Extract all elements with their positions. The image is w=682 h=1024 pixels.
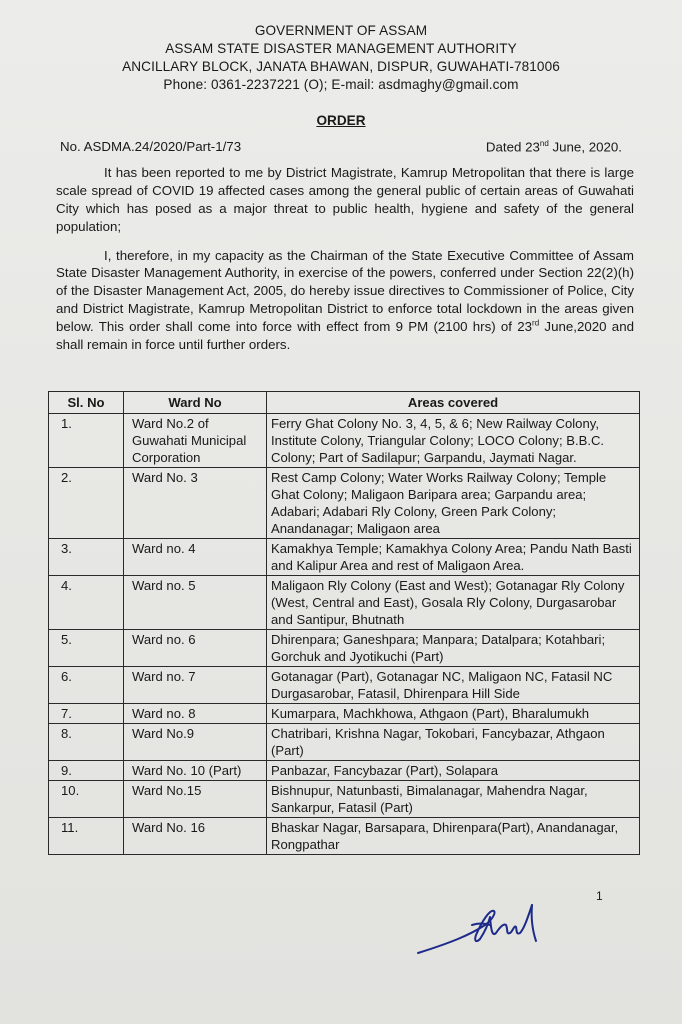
- letterhead-contact: Phone: 0361-2237221 (O); E-mail: asdmaghy@gmail.com: [163, 77, 519, 92]
- cell-sl: 7.: [49, 704, 124, 724]
- directive-text-a: I, therefore, in my capacity as the Chairman of the State Executive Committee of Assam State Disaster Management Authority, in exercise of the powers, conferred under Section 22(2)(h) of the Disaster Management Act, 2005, do hereby issue directives to Commissioner of Police, City and District Magistrate, Kamrup Metropolitan District to enforce total lockdown in the areas given below. This order shall come into force with effect from 9 PM (2100 hrs) of 23: [56, 247, 634, 334]
- order-date: [486, 139, 622, 154]
- paragraph-directive: [56, 247, 634, 354]
- cell-ward: Ward no. 4: [124, 539, 267, 576]
- header-ward-no: Ward No: [124, 392, 267, 414]
- cell-sl: 9.: [49, 761, 124, 781]
- cell-ward: Ward No.9: [124, 724, 267, 761]
- cell-areas: Maligaon Rly Colony (East and West); Gotanagar Rly Colony (West, Central and East), Gosala Rly Colony, Durgasarobar and Santipur, Bhutnath: [267, 576, 640, 630]
- cell-ward: Ward no. 8: [124, 704, 267, 724]
- table-row: [49, 576, 640, 630]
- cell-ward: Ward no. 5: [124, 576, 267, 630]
- table-header-row: [49, 392, 640, 414]
- cell-areas: Bhaskar Nagar, Barsapara, Dhirenpara(Part), Anandanagar, Rongpathar: [267, 818, 640, 855]
- signature-strokes: [418, 905, 536, 953]
- order-date-suffix: June, 2020.: [548, 139, 622, 155]
- reference-row: [60, 139, 622, 154]
- cell-areas: Chatribari, Krishna Nagar, Tokobari, Fancybazar, Athgaon (Part): [267, 724, 640, 761]
- cell-ward: Ward no. 6: [124, 630, 267, 667]
- table-row: [49, 704, 640, 724]
- cell-sl: 11.: [49, 818, 124, 855]
- table-row: [49, 818, 640, 855]
- table-row: [49, 724, 640, 761]
- table-row: [49, 667, 640, 704]
- cell-sl: 10.: [49, 781, 124, 818]
- cell-areas: Dhirenpara; Ganeshpara; Manpara; Datalpara; Kotahbari; Gorchuk and Jyotikuchi (Part): [267, 630, 640, 667]
- cell-areas: Rest Camp Colony; Water Works Railway Colony; Temple Ghat Colony; Maligaon Baripara area; Garpandu area; Adabari; Adabari Rly Colony, Green Park Colony; Anandanagar; Maligaon area: [267, 468, 640, 539]
- header-sl-no: Sl. No: [49, 392, 124, 414]
- order-date-sup: nd: [539, 139, 549, 148]
- cell-areas: Kumarpara, Machkhowa, Athgaon (Part), Bharalumukh: [267, 704, 640, 724]
- directive-text-b: June,2020 and shall remain in force until further orders.: [56, 318, 634, 352]
- table-row: [49, 781, 640, 818]
- cell-areas: Ferry Ghat Colony No. 3, 4, 5, & 6; New Railway Colony, Institute Colony, Triangular Colony; LOCO Colony; B.B.C. Colony; Part of Sadilapur; Garpandu, Jaymati Nagar.: [267, 414, 640, 468]
- table-row: [49, 414, 640, 468]
- order-title: ORDER: [316, 113, 366, 128]
- lockdown-areas-table: [48, 391, 640, 855]
- cell-sl: 8.: [49, 724, 124, 761]
- cell-sl: 4.: [49, 576, 124, 630]
- cell-ward: Ward No. 3: [124, 468, 267, 539]
- letterhead-address: ANCILLARY BLOCK, JANATA BHAWAN, DISPUR, GUWAHATI-781006: [122, 59, 560, 74]
- cell-sl: 5.: [49, 630, 124, 667]
- handwritten-signature: [410, 895, 560, 960]
- table-row: [49, 468, 640, 539]
- cell-ward: Ward No.2 of Guwahati Municipal Corporation: [124, 414, 267, 468]
- cell-ward: Ward No. 16: [124, 818, 267, 855]
- order-number: No. ASDMA.24/2020/Part-1/73: [60, 139, 242, 154]
- letterhead-authority: ASSAM STATE DISASTER MANAGEMENT AUTHORITY: [165, 41, 517, 56]
- cell-areas: Kamakhya Temple; Kamakhya Colony Area; Pandu Nath Basti and Kalipur Area and rest of Maligaon Area.: [267, 539, 640, 576]
- cell-ward: Ward no. 7: [124, 667, 267, 704]
- cell-ward: Ward No. 10 (Part): [124, 761, 267, 781]
- cell-areas: Gotanagar (Part), Gotanagar NC, Maligaon NC, Fatasil NC Durgasarobar, Fatasil, Dhirenpara Hill Side: [267, 667, 640, 704]
- letterhead-government: GOVERNMENT OF ASSAM: [254, 23, 428, 38]
- table-row: [49, 630, 640, 667]
- cell-areas: Bishnupur, Natunbasti, Bimalanagar, Mahendra Nagar, Sankarpur, Fatasil (Part): [267, 781, 640, 818]
- page-number: 1: [596, 889, 603, 903]
- cell-ward: Ward No.15: [124, 781, 267, 818]
- header-areas-covered: Areas covered: [267, 392, 640, 414]
- cell-sl: 3.: [49, 539, 124, 576]
- cell-sl: 6.: [49, 667, 124, 704]
- table-row: [49, 761, 640, 781]
- order-date-prefix: Dated 23: [485, 139, 540, 155]
- letterhead: [0, 0, 682, 94]
- directive-sup: rd: [532, 318, 540, 328]
- cell-sl: 1.: [49, 414, 124, 468]
- cell-areas: Panbazar, Fancybazar (Part), Solapara: [267, 761, 640, 781]
- paragraph-report: It has been reported to me by District Magistrate, Kamrup Metropolitan that there is large scale spread of COVID 19 affected cases among the general public of certain areas of Guwahati City which has posed as a major threat to public health, hygiene and safety of the general population;: [56, 165, 634, 234]
- cell-sl: 2.: [49, 468, 124, 539]
- table-row: [49, 539, 640, 576]
